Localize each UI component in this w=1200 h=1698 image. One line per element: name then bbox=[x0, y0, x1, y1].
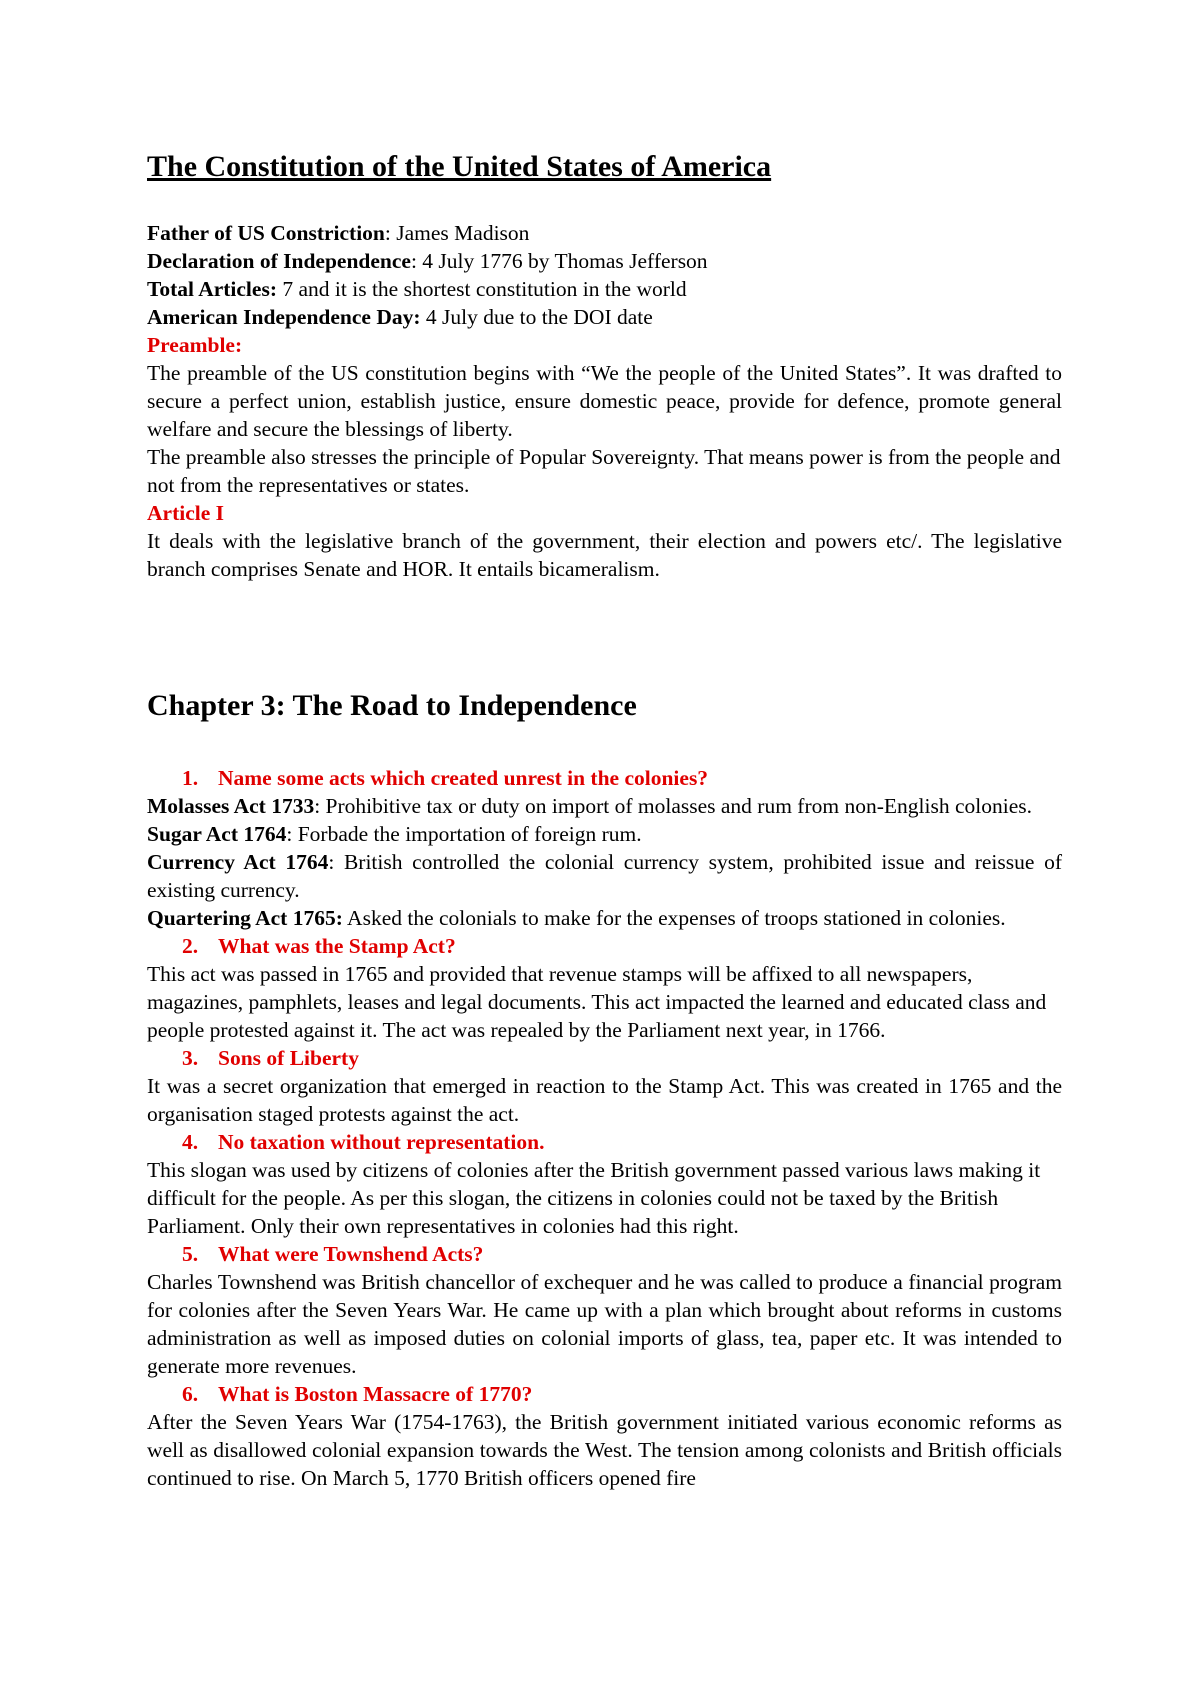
fact-label: Declaration of Independence bbox=[147, 249, 411, 273]
question-heading bbox=[147, 1128, 1062, 1156]
act-label: Sugar Act 1764 bbox=[147, 822, 287, 846]
act-text: : British controlled the colonial currency system, prohibited issue and reissue of existing currency. bbox=[147, 850, 1062, 902]
act-label: Molasses Act 1733 bbox=[147, 794, 315, 818]
act-text: : Prohibitive tax or duty on import of molasses and rum from non-English colonies. bbox=[314, 794, 1032, 818]
question-text: Sons of Liberty bbox=[218, 1046, 359, 1070]
chapter-section bbox=[147, 764, 1062, 1492]
answer-paragraph: Charles Townshend was British chancellor of exchequer and he was called to produce a financial program for colonies after the Seven Years War. He came up with a plan which brought about reforms in customs administration as well as imposed duties on colonial imports of glass, tea, paper etc. It was intended to generate more revenues. bbox=[147, 1270, 1062, 1378]
question-text: What was the Stamp Act? bbox=[218, 934, 456, 958]
chapter-title: Chapter 3: The Road to Independence bbox=[147, 689, 637, 722]
question-number: 3. bbox=[182, 1046, 199, 1070]
document-title: The Constitution of the United States of America bbox=[147, 150, 772, 183]
fact-declaration bbox=[147, 247, 1062, 275]
fact-value: : James Madison bbox=[384, 221, 530, 245]
fact-independence-day bbox=[147, 303, 1062, 331]
question-text: Name some acts which created unrest in the colonies? bbox=[218, 766, 709, 790]
question-heading bbox=[147, 764, 1062, 792]
answer-paragraph: After the Seven Years War (1754-1763), the British government initiated various economic reforms as well as disallowed colonial expansion towards the West. The tension among colonists and British officials continued to rise. On March 5, 1770 British officers opened fire bbox=[147, 1410, 1062, 1490]
act-entry bbox=[147, 792, 1062, 820]
preamble-paragraph-2: The preamble also stresses the principle of Popular Sovereignty. That means power is from the people and not from the representatives or states. bbox=[147, 445, 1061, 497]
act-entry bbox=[147, 820, 1062, 848]
question-number: 1. bbox=[182, 766, 199, 790]
constitution-section bbox=[147, 219, 1062, 583]
answer-paragraph: This act was passed in 1765 and provided that revenue stamps will be affixed to all newspapers, magazines, pamphlets, leases and legal documents. This act impacted the learned and educated class and people protested against it. The act was repealed by the Parliament next year, in 1766. bbox=[147, 962, 1047, 1042]
article-paragraph: It deals with the legislative branch of the government, their election and powers etc/. The legislative branch comprises Senate and HOR. It entails bicameralism. bbox=[147, 529, 1062, 581]
act-entry bbox=[147, 904, 1062, 932]
question-heading bbox=[147, 1380, 1062, 1408]
question-heading bbox=[147, 1240, 1062, 1268]
fact-value: 7 and it is the shortest constitution in the world bbox=[276, 277, 687, 301]
question-number: 4. bbox=[182, 1130, 199, 1154]
act-entry bbox=[147, 848, 1062, 904]
fact-father bbox=[147, 219, 1062, 247]
question-number: 5. bbox=[182, 1242, 199, 1266]
question-text: No taxation without representation. bbox=[218, 1130, 545, 1154]
question-heading bbox=[147, 932, 1062, 960]
article-heading: Article I bbox=[147, 501, 225, 525]
act-label: Currency Act 1764 bbox=[147, 850, 329, 874]
question-number: 6. bbox=[182, 1382, 199, 1406]
act-text: : Forbade the importation of foreign rum. bbox=[286, 822, 642, 846]
fact-label: Total Articles: bbox=[147, 277, 277, 301]
fact-value: : 4 July 1776 by Thomas Jefferson bbox=[410, 249, 708, 273]
preamble-paragraph: The preamble of the US constitution begins with “We the people of the United States”. It was drafted to secure a perfect union, establish justice, ensure domestic peace, provide for defence, promote general welfare and secure the blessings of liberty. bbox=[147, 361, 1062, 441]
fact-label: American Independence Day: bbox=[147, 305, 421, 329]
fact-total-articles bbox=[147, 275, 1062, 303]
question-heading bbox=[147, 1044, 1062, 1072]
question-number: 2. bbox=[182, 934, 199, 958]
act-label: Quartering Act 1765: bbox=[147, 906, 343, 930]
preamble-heading: Preamble: bbox=[147, 333, 243, 357]
answer-paragraph: This slogan was used by citizens of colonies after the British government passed various laws making it difficult for the people. As per this slogan, the citizens in colonies could not be taxed by the British Parliament. Only their own representatives in colonies had this right. bbox=[147, 1158, 1041, 1238]
question-text: What is Boston Massacre of 1770? bbox=[218, 1382, 533, 1406]
fact-label: Father of US Constriction bbox=[147, 221, 385, 245]
question-text: What were Townshend Acts? bbox=[218, 1242, 484, 1266]
fact-value: 4 July due to the DOI date bbox=[420, 305, 653, 329]
act-text: Asked the colonials to make for the expenses of troops stationed in colonies. bbox=[342, 906, 1006, 930]
answer-paragraph: It was a secret organization that emerged in reaction to the Stamp Act. This was created in 1765 and the organisation staged protests against the act. bbox=[147, 1074, 1062, 1126]
